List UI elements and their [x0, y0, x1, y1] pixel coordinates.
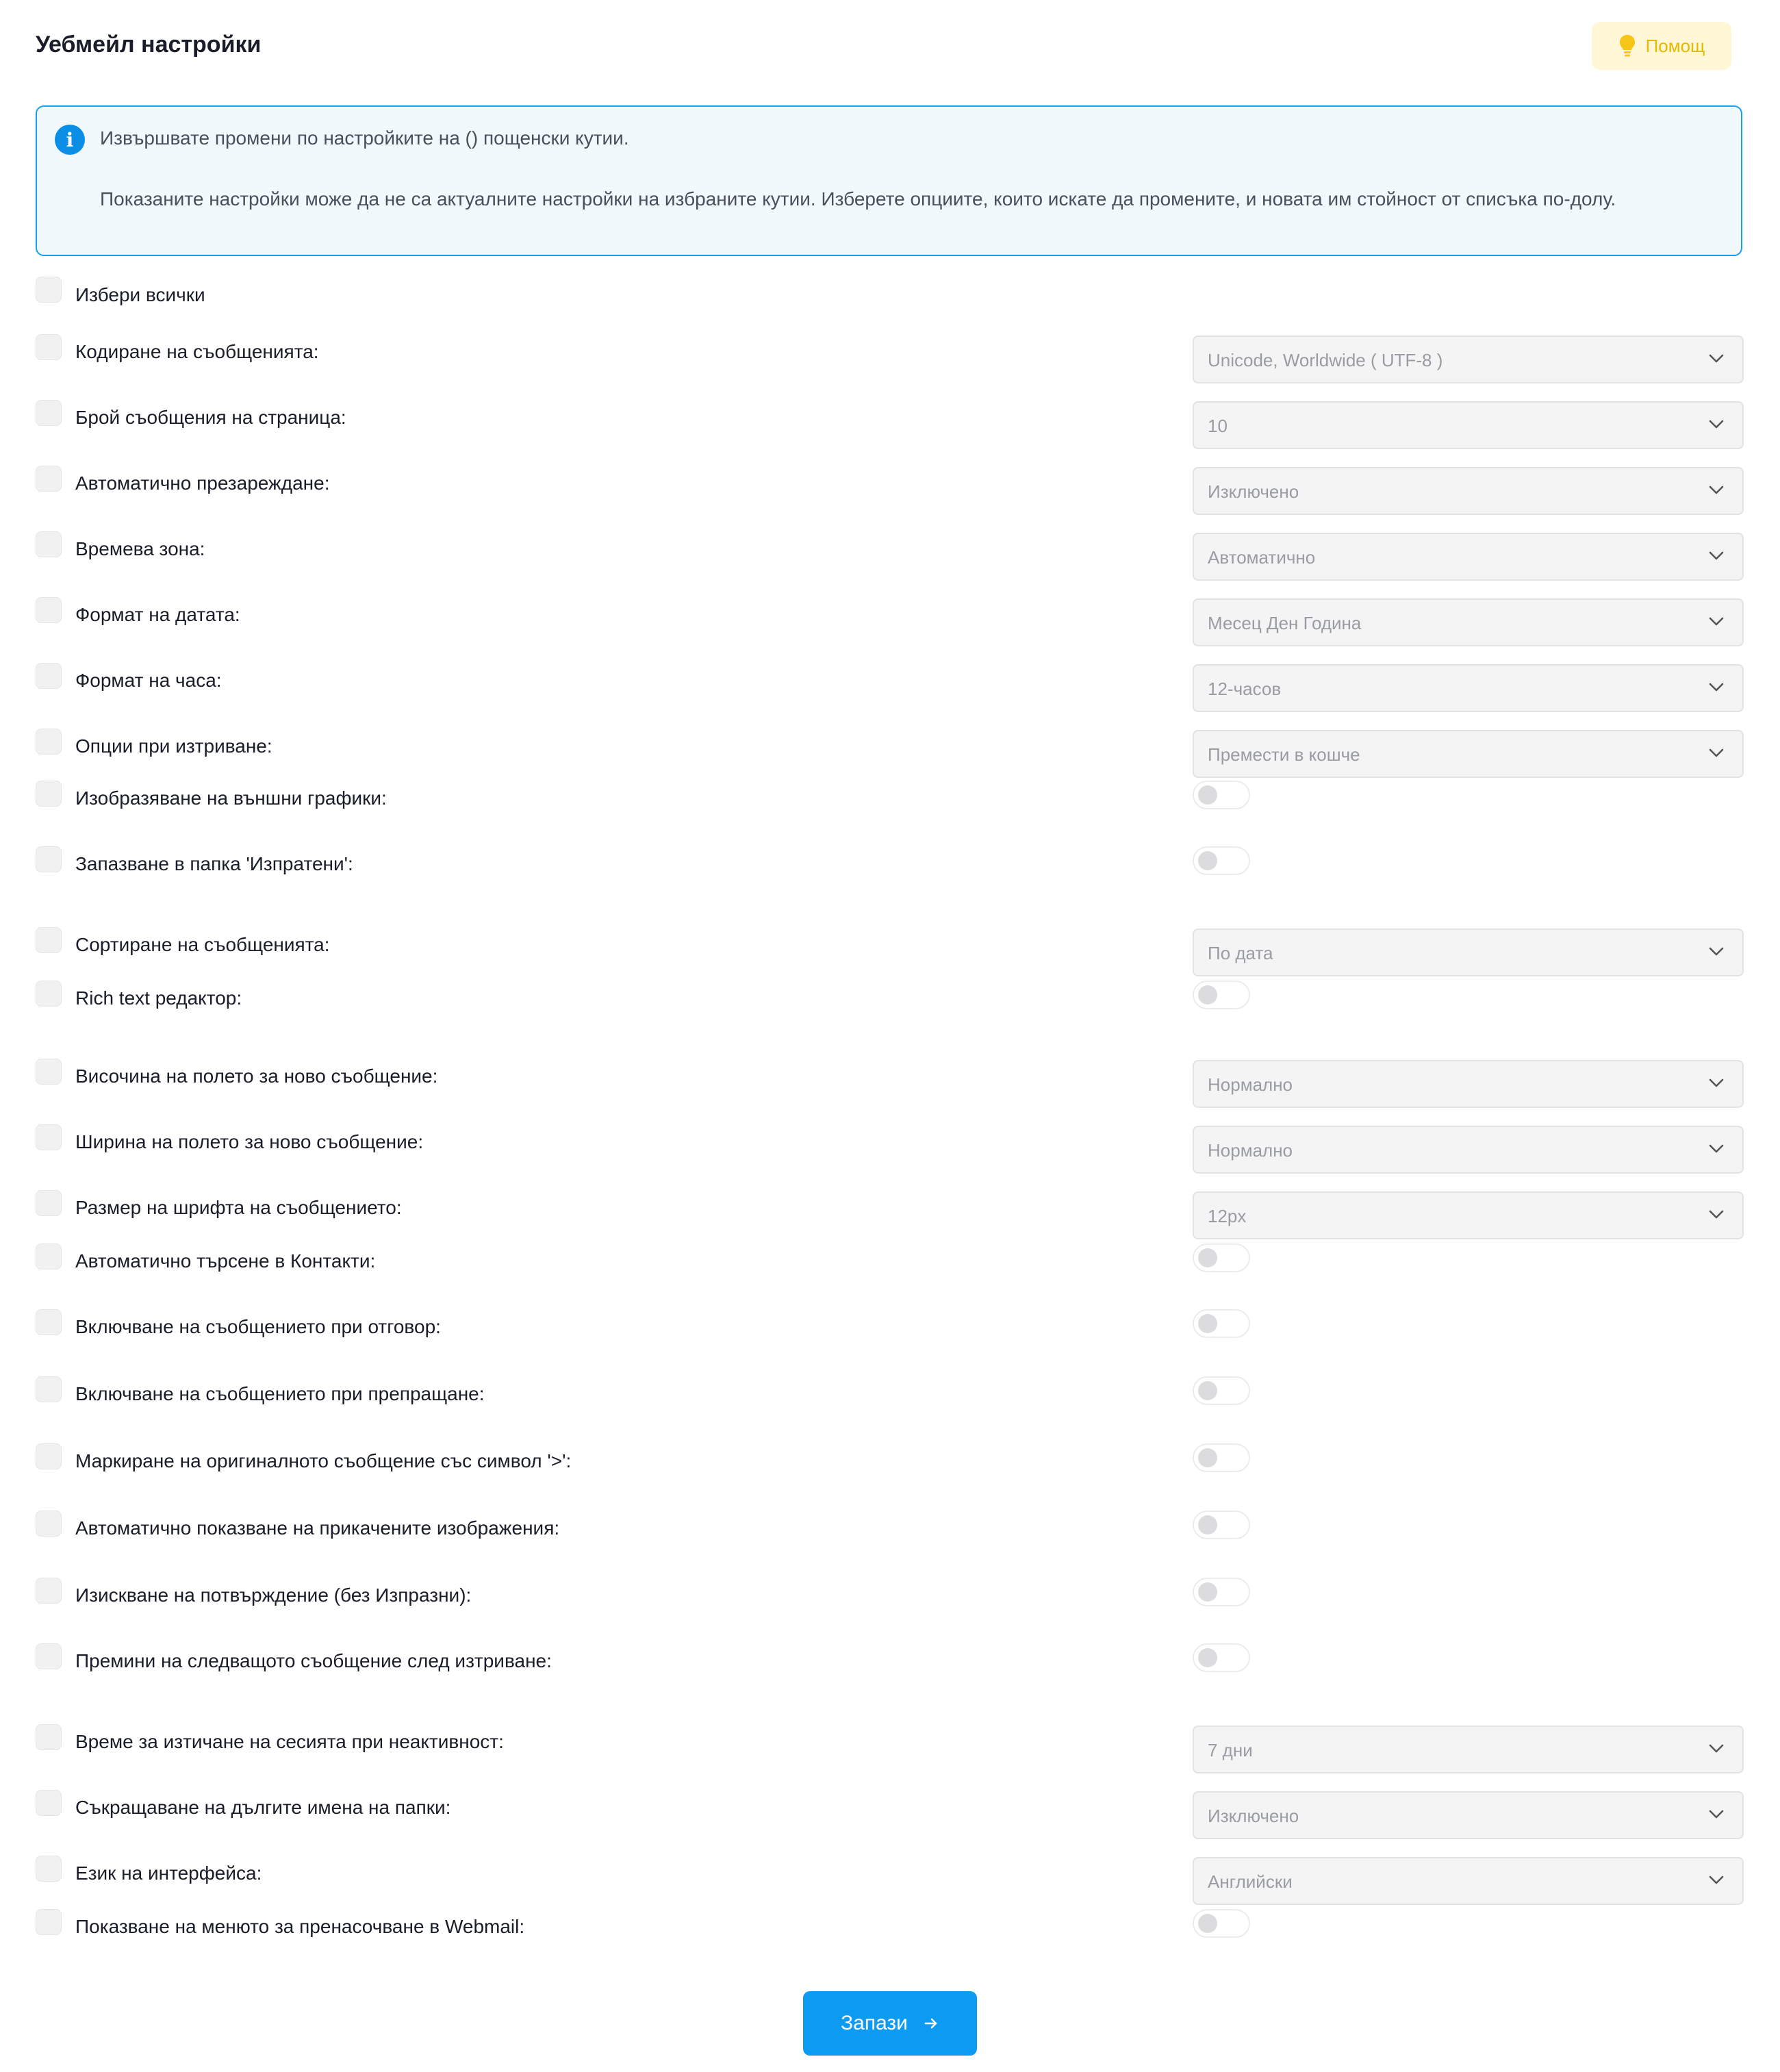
setting-row: [36, 1584, 1745, 1639]
setting-toggle[interactable]: [1193, 781, 1250, 809]
setting-checkbox[interactable]: [36, 1243, 62, 1269]
setting-toggle[interactable]: [1193, 1309, 1250, 1338]
save-button[interactable]: [803, 1991, 977, 2056]
setting-row: [36, 1383, 1745, 1438]
setting-label: Премини на следващото съобщение след изтриване:: [75, 1650, 552, 1671]
chevron-down-icon: [1708, 1809, 1725, 1820]
toggle-knob: [1198, 985, 1217, 1005]
chevron-down-icon: [1708, 1209, 1725, 1220]
setting-row: [36, 987, 1745, 1042]
setting-label: Изискване на потвърждение (без Изпразни):: [75, 1584, 472, 1606]
setting-select[interactable]: [1193, 664, 1744, 712]
chevron-down-icon: [1708, 353, 1725, 364]
save-button-label: Запази: [841, 2012, 908, 2034]
setting-select[interactable]: [1193, 1726, 1744, 1773]
chevron-down-icon: [1708, 616, 1725, 627]
setting-label: Опции при изтриване:: [75, 735, 272, 757]
setting-checkbox[interactable]: [36, 1578, 62, 1604]
setting-row: [36, 928, 1745, 976]
setting-select[interactable]: [1193, 1060, 1744, 1108]
setting-row: [36, 1857, 1745, 1905]
setting-row: [36, 467, 1745, 515]
setting-row: [36, 1126, 1745, 1174]
setting-select-value: Премести в кошче: [1208, 744, 1360, 765]
setting-checkbox[interactable]: [36, 981, 62, 1007]
chevron-down-icon: [1708, 1743, 1725, 1754]
setting-checkbox[interactable]: [36, 1790, 62, 1816]
setting-label: Кодиране на съобщенията:: [75, 341, 319, 362]
setting-select-value: Английски: [1208, 1871, 1293, 1892]
setting-select[interactable]: [1193, 928, 1744, 976]
setting-select-value: Месец Ден Година: [1208, 613, 1362, 633]
toggle-knob: [1198, 851, 1217, 870]
setting-select[interactable]: [1193, 336, 1744, 383]
setting-select-value: Изключено: [1208, 1806, 1299, 1826]
info-notice: [36, 105, 1742, 256]
setting-row: [36, 1650, 1745, 1705]
setting-checkbox[interactable]: [36, 1376, 62, 1402]
setting-label: Запазване в папка 'Изпратени':: [75, 853, 353, 874]
toggle-knob: [1198, 1248, 1217, 1267]
toggle-knob: [1198, 1515, 1217, 1534]
setting-checkbox[interactable]: [36, 1856, 62, 1882]
setting-label: Времева зона:: [75, 538, 205, 559]
toggle-knob: [1198, 1314, 1217, 1333]
setting-row: [36, 1250, 1745, 1305]
lightbulb-icon: [1618, 34, 1636, 58]
setting-row: [36, 853, 1745, 908]
setting-select[interactable]: [1193, 467, 1744, 515]
setting-select-value: 12px: [1208, 1206, 1247, 1226]
chevron-down-icon: [1708, 946, 1725, 957]
chevron-down-icon: [1708, 682, 1725, 693]
setting-select[interactable]: [1193, 598, 1744, 646]
chevron-down-icon: [1708, 1144, 1725, 1154]
setting-select-value: Нормално: [1208, 1140, 1293, 1161]
setting-row: [36, 1060, 1745, 1108]
setting-select-value: Автоматично: [1208, 547, 1316, 568]
setting-label: Размер на шрифта на съобщението:: [75, 1197, 402, 1218]
setting-checkbox[interactable]: [36, 400, 62, 426]
help-button[interactable]: [1592, 22, 1731, 70]
toggle-knob: [1198, 1582, 1217, 1602]
setting-select[interactable]: [1193, 1126, 1744, 1174]
notice-line-2: Показаните настройки може да не са актуалните настройки на избраните кутии. Изберете опциите, които искате да промените, и новата им стойност от списъка по-долу.: [100, 188, 1616, 210]
setting-row: [36, 533, 1745, 581]
chevron-down-icon: [1708, 1875, 1725, 1886]
toggle-knob: [1198, 1381, 1217, 1400]
setting-toggle[interactable]: [1193, 981, 1250, 1009]
setting-select-value: Нормално: [1208, 1074, 1293, 1095]
help-button-label: Помощ: [1645, 35, 1705, 56]
setting-row: [36, 401, 1745, 449]
chevron-down-icon: [1708, 551, 1725, 561]
setting-checkbox[interactable]: [36, 531, 62, 557]
page-header: [36, 22, 1745, 70]
setting-checkbox[interactable]: [36, 1190, 62, 1216]
setting-select[interactable]: [1193, 730, 1744, 778]
setting-toggle[interactable]: [1193, 1243, 1250, 1272]
setting-label: Включване на съобщението при препращане:: [75, 1383, 485, 1404]
setting-checkbox[interactable]: [36, 729, 62, 755]
setting-checkbox[interactable]: [36, 1511, 62, 1537]
setting-label: Формат на часа:: [75, 670, 222, 691]
setting-checkbox[interactable]: [36, 597, 62, 623]
setting-label: Съкращаване на дългите имена на папки:: [75, 1797, 451, 1818]
notice-line-1: Извършвате промени по настройките на () пощенски кутии.: [100, 127, 629, 149]
select-all-row: [36, 277, 1745, 325]
setting-label: Ширина на полето за ново съобщение:: [75, 1131, 424, 1152]
select-all-label: Избери всички: [75, 284, 205, 305]
setting-select-value: Unicode, Worldwide ( UTF-8 ): [1208, 350, 1443, 370]
toggle-knob: [1198, 1914, 1217, 1933]
setting-select-value: 12-часов: [1208, 679, 1282, 699]
setting-select[interactable]: [1193, 1791, 1744, 1839]
setting-select[interactable]: [1193, 1857, 1744, 1905]
setting-label: Език на интерфейса:: [75, 1862, 262, 1884]
setting-checkbox[interactable]: [36, 781, 62, 807]
setting-select-value: Изключено: [1208, 481, 1299, 502]
toggle-knob: [1198, 1648, 1217, 1667]
setting-toggle[interactable]: [1193, 1443, 1250, 1472]
setting-checkbox[interactable]: [36, 846, 62, 872]
setting-row: [36, 1791, 1745, 1839]
setting-label: Сортиране на съобщенията:: [75, 934, 330, 955]
setting-toggle[interactable]: [1193, 1376, 1250, 1405]
chevron-down-icon: [1708, 1078, 1725, 1089]
setting-row: [36, 1191, 1745, 1239]
setting-checkbox[interactable]: [36, 1443, 62, 1469]
setting-checkbox[interactable]: [36, 334, 62, 360]
setting-label: Автоматично търсене в Контакти:: [75, 1250, 376, 1272]
setting-label: Височина на полето за ново съобщение:: [75, 1065, 438, 1087]
setting-row: [36, 664, 1745, 712]
setting-row: [36, 1517, 1745, 1572]
setting-label: Показване на менюто за пренасочване в Webmail:: [75, 1916, 525, 1937]
setting-row: [36, 1450, 1745, 1505]
setting-toggle[interactable]: [1193, 1578, 1250, 1606]
setting-checkbox[interactable]: [36, 1059, 62, 1085]
setting-checkbox[interactable]: [36, 1643, 62, 1669]
setting-row: [36, 1916, 1745, 1971]
setting-checkbox[interactable]: [36, 663, 62, 689]
chevron-down-icon: [1708, 748, 1725, 759]
setting-select-value: 7 дни: [1208, 1740, 1253, 1760]
setting-checkbox[interactable]: [36, 1909, 62, 1935]
setting-select-value: По дата: [1208, 943, 1273, 963]
toggle-knob: [1198, 785, 1217, 805]
setting-row: [36, 1316, 1745, 1371]
setting-label: Маркиране на оригиналното съобщение със символ '>':: [75, 1450, 572, 1471]
setting-label: Включване на съобщението при отговор:: [75, 1316, 441, 1337]
setting-toggle[interactable]: [1193, 1643, 1250, 1672]
arrow-right-icon: [923, 2015, 939, 2032]
page-title: Уебмейл настройки: [36, 31, 262, 58]
setting-checkbox[interactable]: [36, 1309, 62, 1335]
setting-checkbox[interactable]: [36, 1724, 62, 1750]
info-icon: i: [55, 125, 85, 155]
chevron-down-icon: [1708, 485, 1725, 496]
setting-label: Брой съобщения на страница:: [75, 407, 346, 428]
setting-toggle[interactable]: [1193, 846, 1250, 875]
chevron-down-icon: [1708, 419, 1725, 430]
setting-row: [36, 787, 1745, 842]
setting-row: [36, 598, 1745, 646]
setting-label: Автоматично презареждане:: [75, 472, 330, 494]
setting-toggle[interactable]: [1193, 1511, 1250, 1539]
setting-select[interactable]: [1193, 533, 1744, 581]
setting-label: Време за изтичане на сесията при неактивност:: [75, 1731, 504, 1752]
setting-checkbox[interactable]: [36, 927, 62, 953]
select-all-checkbox[interactable]: [36, 277, 62, 303]
setting-label: Rich text редактор:: [75, 987, 242, 1009]
setting-toggle[interactable]: [1193, 1909, 1250, 1938]
setting-select[interactable]: [1193, 401, 1744, 449]
toggle-knob: [1198, 1448, 1217, 1467]
setting-label: Автоматично показване на прикачените изображения:: [75, 1517, 560, 1539]
setting-label: Изобразяване на външни графики:: [75, 787, 387, 809]
setting-checkbox[interactable]: [36, 1124, 62, 1150]
setting-checkbox[interactable]: [36, 466, 62, 492]
setting-label: Формат на датата:: [75, 604, 240, 625]
setting-select[interactable]: [1193, 1191, 1744, 1239]
setting-row: [36, 336, 1745, 383]
setting-row: [36, 1726, 1745, 1773]
setting-row: [36, 730, 1745, 778]
setting-select-value: 10: [1208, 416, 1228, 436]
